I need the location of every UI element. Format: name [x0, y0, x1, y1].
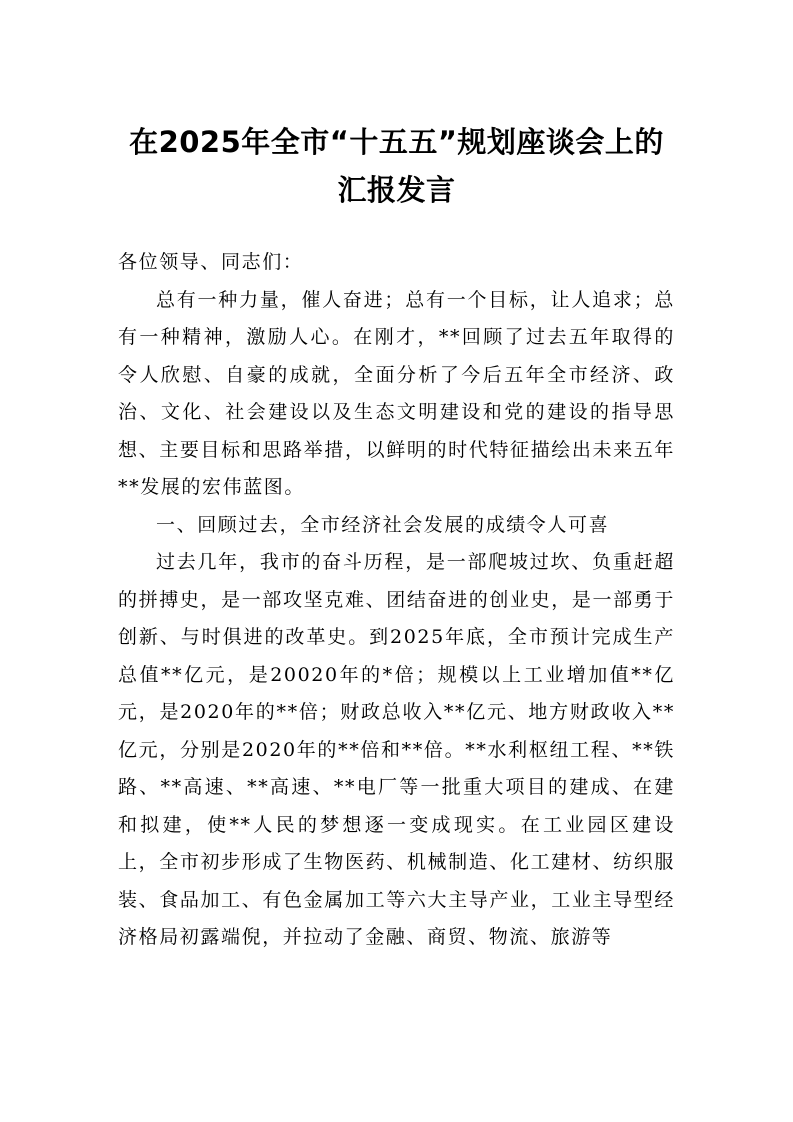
paragraph-review: 过去几年，我市的奋斗历程，是一部爬坡过坎、负重赶超的拼搏史，是一部攻坚克难、团结奋进的创业史，是一部勇于创新、与时俱进的改革史。到2025年底，全市预计完成生产总值**亿元，是20020年的*倍；规模以上工业增加值**亿元，是2020年的**倍；财政总收入**亿元、地方财政收入**亿元，分别是2020年的**倍和**倍。**水利枢纽工程、**铁路、**高速、**高速、**电厂等一批重大项目的建成、在建和拟建，使**人民的梦想逐一变成现实。在工业园区建设上，全市初步形成了生物医药、机械制造、化工建材、纺织服装、食品加工、有色金属加工等六大主导产业，工业主导型经济格局初露端倪，并拉动了金融、商贸、物流、旅游等	[118, 551, 675, 948]
paragraph-intro: 总有一种力量，催人奋进；总有一个目标，让人追求；总有一种精神，激励人心。在刚才，**回顾了过去五年取得的令人欣慰、自豪的成就，全面分析了今后五年全市经济、政治、文化、社会建设以及生态文明建设和党的建设的指导思想、主要目标和思路举措，以鲜明的时代特征描绘出未来五年**发展的宏伟蓝图。	[118, 288, 675, 498]
salutation: 各位领导、同志们：	[118, 251, 304, 273]
section-heading-1: 一、回顾过去，全市经济社会发展的成绩令人可喜	[156, 513, 610, 536]
document-title: 在2025年全市“十五五”规划座谈会上的汇报发言	[129, 125, 664, 207]
document-body	[118, 244, 675, 957]
